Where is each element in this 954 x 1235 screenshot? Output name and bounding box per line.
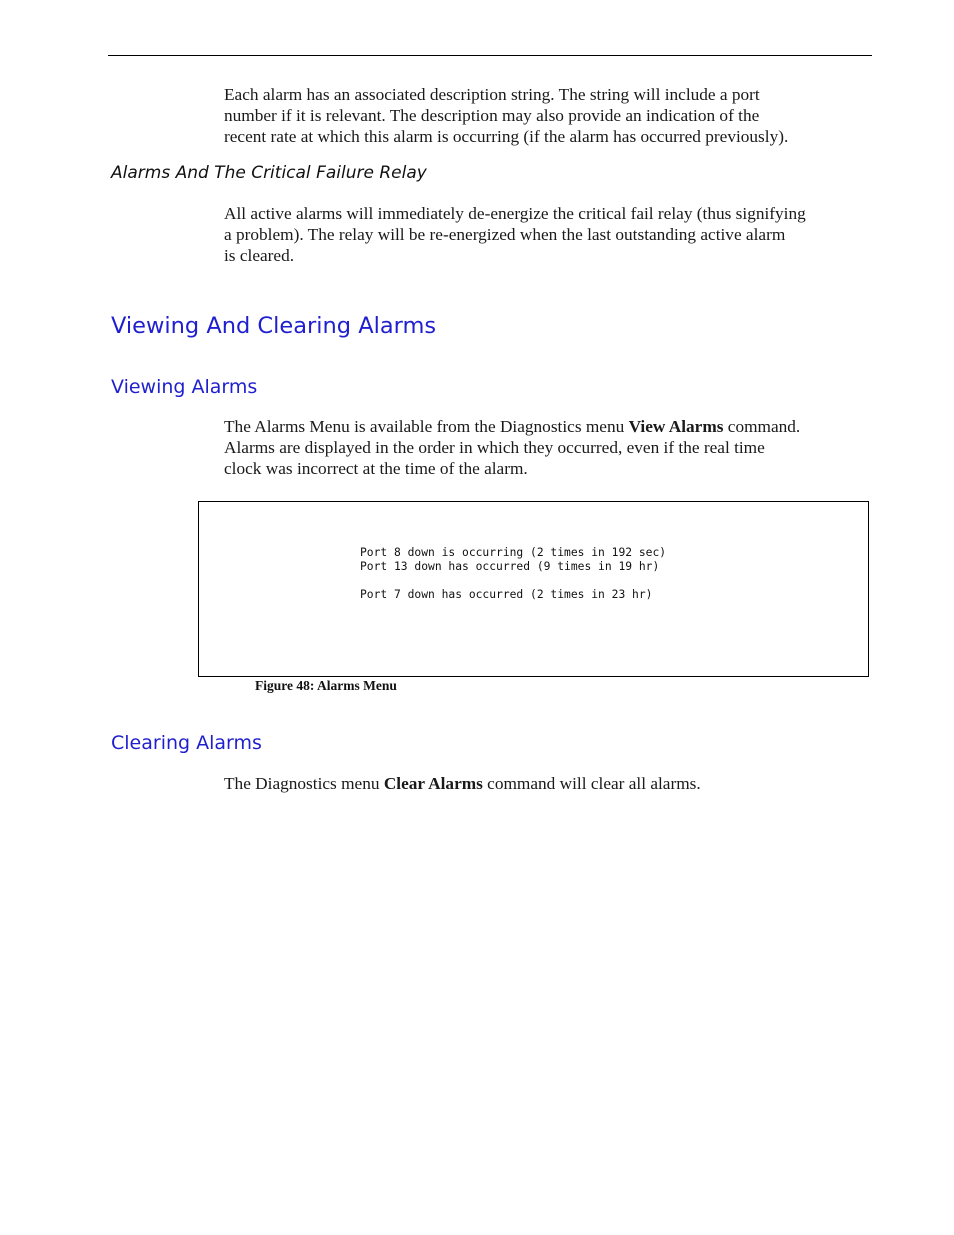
relay-heading: Alarms And The Critical Failure Relay (111, 163, 427, 183)
alarms-menu-screen (198, 501, 869, 677)
intro-line-1: Each alarm has an associated description string. The string will include a port (224, 85, 760, 104)
view-alarms-command: View Alarms (628, 417, 724, 436)
relay-line-1: All active alarms will immediately de-energize the critical fail relay (thus signifying (224, 204, 806, 223)
viewing-line-2: Alarms are displayed in the order in which they occurred, even if the real time (224, 438, 765, 457)
clearing-paragraph (224, 773, 872, 794)
intro-paragraph (224, 84, 872, 147)
relay-line-2: a problem). The relay will be re-energized when the last outstanding active alarm (224, 225, 786, 244)
clearing-pre: The Diagnostics menu (224, 774, 384, 793)
alarm-line-2: Port 13 down has occurred (9 times in 19 hr) (360, 560, 660, 573)
viewing-paragraph (224, 416, 884, 479)
intro-line-2: number if it is relevant. The description may also provide an indication of the (224, 106, 760, 125)
relay-line-3: is cleared. (224, 246, 295, 265)
clearing-post: command will clear all alarms. (482, 774, 701, 793)
viewing-clearing-heading: Viewing And Clearing Alarms (111, 313, 437, 339)
clear-alarms-command: Clear Alarms (383, 774, 483, 793)
viewing-line-1-pre: The Alarms Menu is available from the Diagnostics menu (224, 417, 629, 436)
intro-line-3: recent rate at which this alarm is occurring (if the alarm has occurred previously). (224, 127, 789, 146)
viewing-line-3: clock was incorrect at the time of the alarm. (224, 459, 528, 478)
header-rule (108, 55, 872, 56)
viewing-alarms-heading: Viewing Alarms (111, 376, 258, 398)
viewing-line-1-post: command. (723, 417, 801, 436)
figure-caption: Figure 48: Alarms Menu (255, 678, 397, 693)
relay-paragraph (224, 203, 872, 266)
alarm-line-3: Port 7 down has occurred (2 times in 23 hr) (360, 588, 653, 601)
alarm-line-1: Port 8 down is occurring (2 times in 192 sec) (360, 546, 667, 559)
clearing-alarms-heading: Clearing Alarms (111, 732, 262, 754)
